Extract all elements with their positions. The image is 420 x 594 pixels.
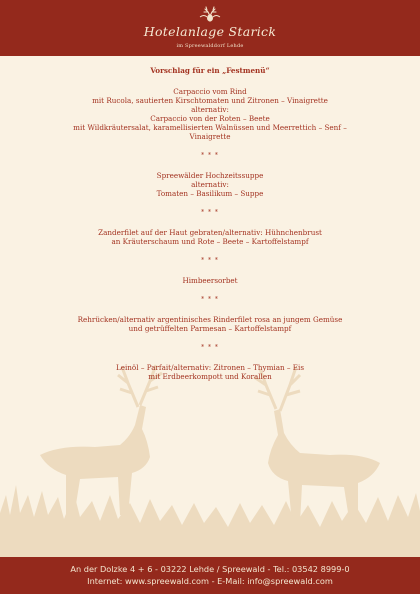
menu-course: [20, 276, 400, 285]
course-line: mit Erdbeerkompott und Korallen: [148, 372, 272, 381]
footer-contact: Internet: www.spreewald.com - E-Mail: info@spreewald.com: [87, 576, 333, 586]
course-line: Leinöl – Parfait/alternativ: Zitronen – Thymian – Eis: [115, 363, 305, 372]
menu-course: [20, 315, 400, 333]
footer-banner: [0, 557, 420, 594]
course-line: alternativ:: [191, 105, 229, 114]
menu-course: [20, 171, 400, 198]
course-separator: * * *: [201, 257, 219, 264]
course-separator: * * *: [201, 344, 219, 351]
menu-course: [20, 228, 400, 246]
course-line: Rehrücken/alternativ argentinisches Rinderfilet rosa an jungem Gemüse: [77, 315, 343, 324]
course-line: Himbeersorbet: [182, 276, 238, 285]
festmenu: [20, 66, 400, 381]
header-banner: [0, 0, 420, 56]
course-separator: * * *: [201, 209, 219, 216]
hotel-name: Hotelanlage Starick: [143, 24, 277, 39]
course-line: an Kräuterschaum und Rote – Beete – Kartoffelstampf: [111, 237, 309, 246]
course-line: alternativ:: [191, 180, 229, 189]
course-line: Carpaccio vom Rind: [173, 87, 247, 96]
course-line: mit Rucola, sautierten Kirschtomaten und Zitronen – Vinaigrette: [92, 96, 328, 105]
course-separator: * * *: [201, 152, 219, 159]
course-line: Carpaccio von der Roten – Beete: [150, 114, 270, 123]
course-line: Tomaten – Basilikum – Suppe: [156, 189, 264, 198]
course-line: und getrüffelten Parmesan – Kartoffelstampf: [128, 324, 292, 333]
course-separator: * * *: [201, 296, 219, 303]
menu-course: [20, 363, 400, 381]
hotel-subtitle: im Spreewalddorf Lehde: [176, 43, 244, 49]
footer-address: An der Dolzke 4 + 6 - 03222 Lehde / Spreewald - Tel.: 03542 8999-0: [70, 564, 350, 574]
menu-title: Vorschlag für ein „Festmenü“: [150, 66, 270, 75]
course-line: Spreewälder Hochzeitssuppe: [156, 171, 264, 180]
menu-course: [20, 87, 400, 141]
course-line: mit Wildkräutersalat, karamellisierten Walnüssen und Meerrettich – Senf –: [73, 123, 347, 132]
course-line: Zanderfilet auf der Haut gebraten/alternativ: Hühnchenbrust: [98, 228, 322, 237]
course-line: Vinaigrette: [189, 132, 231, 141]
deer-head-icon: [0, 4, 420, 24]
